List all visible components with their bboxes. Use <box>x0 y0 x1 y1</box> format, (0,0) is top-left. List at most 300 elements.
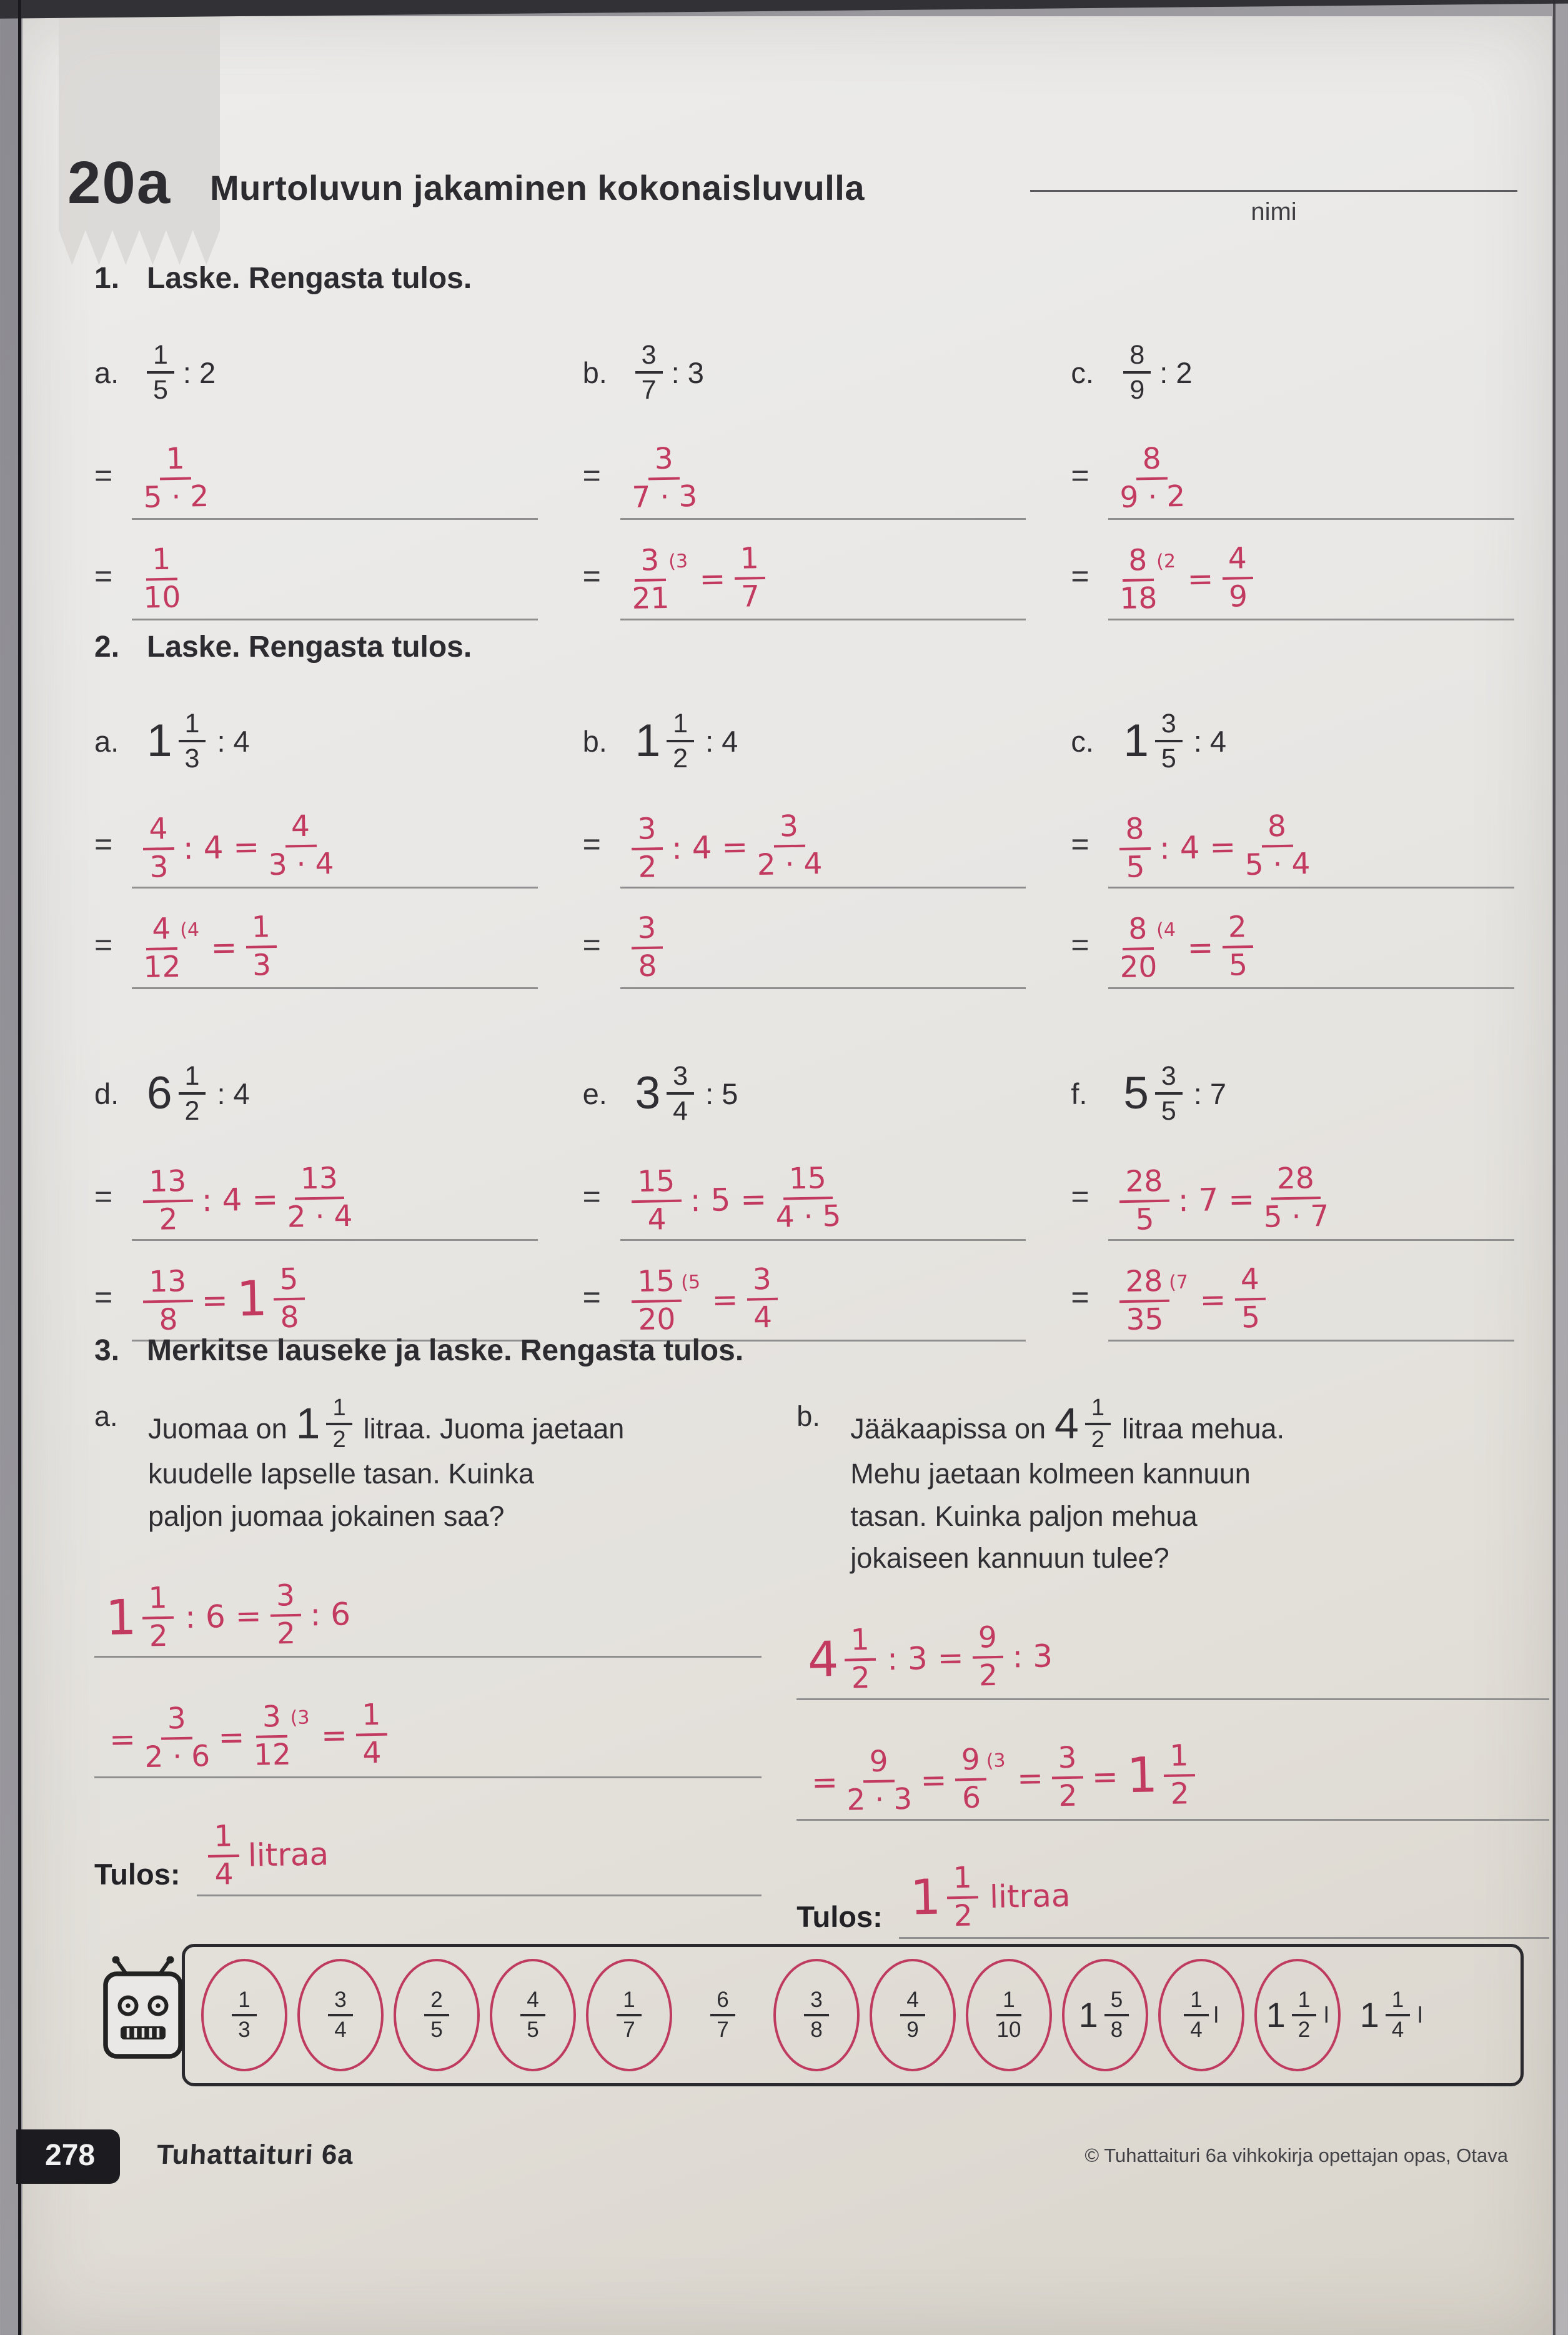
fraction <box>946 1862 979 1932</box>
fraction-numerator: 3 <box>1051 1743 1083 1780</box>
fraction <box>617 1988 641 2042</box>
fraction-numerator: 1 <box>1386 1988 1410 2016</box>
problem-statement <box>583 1047 1026 1140</box>
math-text: = <box>320 1716 348 1754</box>
fraction <box>667 1062 694 1126</box>
printed-math <box>708 1988 737 2042</box>
fraction <box>1119 1165 1170 1236</box>
fraction-denominator: 8 <box>810 2018 823 2042</box>
math-text: tasan. Kuinka paljon mehua <box>850 1500 1198 1532</box>
equals-sign: = <box>1071 559 1089 594</box>
fraction <box>267 810 334 881</box>
problem <box>94 1047 538 1342</box>
whole-number: 1 <box>236 1270 268 1328</box>
handwritten-math <box>140 1263 310 1338</box>
answer-option-circled <box>870 1959 956 2071</box>
fraction-denominator: 5 · 4 <box>1244 846 1311 882</box>
equals-sign: = <box>1071 1280 1089 1315</box>
fraction <box>142 1263 194 1337</box>
problem-label: c. <box>1071 356 1094 389</box>
work-row <box>1071 1159 1514 1241</box>
answer-line <box>1108 1159 1514 1241</box>
fraction <box>746 1263 778 1333</box>
fraction <box>733 542 766 612</box>
fraction <box>355 1699 388 1769</box>
fraction-numerator: 1 <box>326 1395 352 1425</box>
exercise-3 <box>94 1333 1514 1939</box>
work-row <box>1071 1260 1514 1342</box>
mixed-number <box>296 1395 355 1453</box>
fraction <box>328 1988 352 2042</box>
whole-number: 1 <box>909 1869 941 1926</box>
fraction-denominator: 5 <box>527 2018 539 2042</box>
math-text: Mehu jaetaan kolmeen kannuun <box>850 1458 1251 1490</box>
fraction-denominator: 7 <box>641 375 657 405</box>
whole-number: 1 <box>1126 1747 1159 1805</box>
problem-label: c. <box>1071 724 1094 758</box>
printed-math <box>1076 1988 1134 2042</box>
fraction <box>245 911 277 981</box>
mixed-number <box>1123 709 1184 774</box>
problem-statement <box>796 1395 1549 1580</box>
answer-line <box>1108 807 1514 889</box>
fraction-numerator: 3 <box>256 1701 287 1738</box>
fraction-denominator: 5 · 7 <box>1263 1198 1330 1235</box>
fraction-numerator: 9 <box>863 1746 895 1783</box>
work-row <box>1071 539 1514 620</box>
fraction-numerator: 4 <box>1222 542 1254 579</box>
printed-math <box>518 1988 547 2042</box>
whole-number: 1 <box>105 1589 137 1646</box>
fraction-denominator: 7 · 3 <box>631 479 698 515</box>
handwritten-math <box>628 912 666 984</box>
exercise-instruction: Laske. Rengasta tulos. <box>147 262 472 295</box>
fraction-numerator: 1 <box>667 709 694 742</box>
fraction <box>756 810 823 881</box>
fraction-denominator: 4 · 5 <box>775 1198 841 1235</box>
fraction <box>1234 1263 1267 1333</box>
problem-text <box>142 1395 630 1537</box>
printed-math <box>1357 1988 1426 2042</box>
fraction-denominator: 4 <box>673 1096 688 1126</box>
fraction-denominator: 8 <box>158 1302 178 1337</box>
simplify-mark: (7 <box>1169 1271 1189 1293</box>
answer-line <box>132 438 538 520</box>
answer-line <box>899 1846 1549 1939</box>
fraction-numerator: 1 <box>355 1699 387 1736</box>
simplify-mark: (3 <box>986 1750 1006 1773</box>
handwritten-math <box>1116 442 1188 515</box>
problem-statement <box>94 1395 762 1537</box>
handwritten-math <box>1116 1162 1332 1237</box>
answer-line <box>94 1679 762 1778</box>
problem-label: d. <box>94 1077 119 1110</box>
printed-math <box>633 1062 745 1126</box>
work-row <box>1071 438 1514 520</box>
fraction-denominator: 2 <box>673 744 688 774</box>
work-row <box>583 438 1026 520</box>
answer-option-circled <box>1254 1959 1341 2071</box>
math-text: : 4 = <box>182 828 260 866</box>
whole-number: 6 <box>147 1067 172 1118</box>
fraction-denominator: 7 <box>740 579 760 614</box>
printed-math <box>229 1988 259 2042</box>
result-label: Tulos: <box>796 1899 883 1933</box>
fraction <box>996 1988 1021 2042</box>
answer-line <box>620 539 1026 620</box>
fraction-numerator: 8 <box>1136 443 1168 480</box>
printed-math <box>844 1395 1291 1575</box>
fraction <box>1104 1988 1129 2042</box>
math-text: = <box>1199 1281 1227 1318</box>
answer-line <box>132 807 538 889</box>
printed-math <box>144 709 256 774</box>
fraction-numerator: 1 <box>1085 1395 1111 1425</box>
handwritten-math <box>628 1162 844 1237</box>
mixed-number <box>147 1062 208 1126</box>
fraction-numerator: 15 <box>782 1163 833 1200</box>
word-problem <box>796 1395 1549 1939</box>
copyright-text: © Tuhattaituri 6a vihkokirja opettajan opas, Otava <box>1084 2144 1508 2166</box>
mixed-number <box>105 1582 177 1653</box>
mixed-number <box>807 1622 879 1696</box>
whole-number: 4 <box>1054 1399 1079 1448</box>
work-row <box>94 1260 538 1342</box>
handwritten-math <box>1116 1263 1269 1337</box>
whole-number: 1 <box>1266 1995 1286 2035</box>
printed-math <box>1264 1988 1332 2042</box>
answer-option-circled <box>1062 1959 1148 2071</box>
answer-option-circled <box>297 1959 384 2071</box>
fraction-denominator: 5 <box>1126 849 1146 884</box>
fraction <box>635 341 663 405</box>
equals-sign: = <box>582 458 601 493</box>
fraction-numerator: 1 <box>207 1821 239 1858</box>
fraction-denominator: 3 <box>184 744 200 774</box>
fraction-denominator: 3 <box>149 849 169 884</box>
fraction <box>252 1701 291 1771</box>
math-text: : 4 = <box>671 828 748 866</box>
fraction-numerator: 3 <box>631 813 663 850</box>
equals-sign: = <box>582 1280 601 1315</box>
work-row <box>583 539 1026 620</box>
exercise-1-heading <box>94 261 1514 296</box>
handwritten-math <box>1116 911 1257 985</box>
fraction-numerator: 1 <box>996 1988 1021 2016</box>
problem-statement <box>1071 326 1514 419</box>
math-text: : 4 <box>217 1077 250 1110</box>
fraction-numerator: 3 <box>635 341 663 374</box>
answer-option-circled <box>490 1959 576 2071</box>
problem <box>583 1047 1026 1342</box>
math-text: jokaiseen kannuun tulee? <box>850 1542 1169 1575</box>
equals-sign: = <box>1071 458 1089 493</box>
printed-math <box>801 1988 831 2042</box>
fraction-denominator: 8 <box>637 948 657 983</box>
fraction-numerator: 1 <box>179 709 206 742</box>
fraction-numerator: 4 <box>1234 1263 1266 1300</box>
handwritten-math <box>907 1860 1078 1934</box>
fraction-denominator: 10 <box>996 2018 1021 2042</box>
fraction <box>286 1162 353 1233</box>
mixed-number <box>635 709 697 774</box>
answer-line <box>94 1558 762 1658</box>
exercise-3-heading <box>94 1333 1514 1368</box>
answer-line <box>197 1803 762 1896</box>
fraction-numerator: 2 <box>1222 911 1254 948</box>
fraction-denominator: 2 <box>184 1096 200 1126</box>
fraction-denominator: 7 <box>623 2018 635 2042</box>
fraction <box>1292 1988 1316 2042</box>
fraction <box>142 913 181 983</box>
math-text: = <box>1187 929 1214 966</box>
whole-number: 1 <box>147 715 172 766</box>
math-text: l <box>1417 2002 1423 2028</box>
fraction-numerator: 4 <box>520 1988 545 2016</box>
math-text: : 3 <box>671 356 704 389</box>
fraction-denominator: 2 <box>276 1616 296 1651</box>
math-text: Jääkaapissa on <box>850 1413 1046 1445</box>
fraction-numerator: 3 <box>804 1988 828 2016</box>
name-blank-line <box>1030 160 1517 192</box>
fraction <box>142 1582 174 1652</box>
fraction-denominator: 8 <box>280 1299 299 1335</box>
fraction-numerator: 1 <box>245 911 277 948</box>
mixed-number <box>1123 1062 1184 1126</box>
math-text: Juomaa on <box>148 1413 287 1445</box>
work-row <box>94 438 538 520</box>
lesson-code: 20a <box>67 149 172 216</box>
fraction-numerator: 15 <box>631 1165 682 1202</box>
whole-number: 1 <box>635 715 661 766</box>
handwritten-math <box>1116 542 1257 616</box>
math-text: = <box>1016 1760 1044 1797</box>
math-text: paljon juomaa jokainen saa? <box>148 1500 505 1532</box>
math-text: = <box>211 929 238 966</box>
fraction <box>1222 542 1254 612</box>
math-text: = <box>201 1282 229 1318</box>
math-text: : 7 = <box>1178 1180 1256 1218</box>
math-text: : 4 <box>217 724 250 758</box>
math-text: l <box>1324 2002 1329 2028</box>
fraction-denominator: 6 <box>961 1780 981 1816</box>
fraction-numerator: 13 <box>142 1266 193 1303</box>
page-title: Murtoluvun jakaminen kokonaisluvulla <box>210 168 865 207</box>
fraction <box>269 1580 302 1650</box>
handwritten-math <box>140 1162 355 1237</box>
fraction-numerator: 3 <box>746 1263 778 1300</box>
math-text: : 3 <box>1012 1638 1053 1675</box>
equals-sign: = <box>94 927 113 962</box>
fraction-denominator: 2 <box>1298 2018 1311 2042</box>
fraction-denominator: 20 <box>1119 949 1158 985</box>
math-text: : 7 <box>1193 1077 1227 1110</box>
fraction <box>804 1988 828 2042</box>
fraction <box>1123 341 1151 405</box>
fraction-denominator: 5 <box>1228 947 1248 982</box>
equals-sign: = <box>94 1179 113 1214</box>
math-text: : 4 <box>705 724 738 758</box>
fraction-denominator: 9 · 2 <box>1119 479 1186 515</box>
fraction <box>846 1746 913 1816</box>
fraction-numerator: 5 <box>273 1263 305 1300</box>
fraction-denominator: 2 <box>158 1202 178 1237</box>
fraction-denominator: 3 <box>238 2018 251 2042</box>
problem-label: f. <box>1071 1077 1088 1110</box>
problem-label: e. <box>582 1077 607 1110</box>
fraction-numerator: 3 <box>631 912 663 949</box>
fraction-denominator: 2 <box>851 1660 871 1696</box>
fraction <box>179 1062 206 1126</box>
fraction <box>1263 1162 1329 1233</box>
work-row <box>94 807 538 889</box>
math-text: kuudelle lapselle tasan. Kuinka <box>148 1458 534 1490</box>
fraction <box>1244 810 1311 881</box>
problem <box>1071 694 1514 989</box>
answer-line <box>620 438 1026 520</box>
handwritten-math <box>628 1263 782 1337</box>
equals-sign: = <box>582 927 601 962</box>
math-text: : 4 = <box>201 1180 279 1218</box>
answer-line <box>620 1260 1026 1342</box>
equals-sign: = <box>582 1179 601 1214</box>
fraction-numerator: 8 <box>1261 810 1293 847</box>
answer-line <box>1108 539 1514 620</box>
math-text: l <box>1213 2002 1219 2028</box>
equals-sign: = <box>94 458 113 493</box>
problem-label: b. <box>582 724 607 758</box>
fraction-numerator: 1 <box>946 1862 978 1899</box>
printed-math <box>633 341 710 405</box>
work-row <box>583 1159 1026 1241</box>
fraction-denominator: 5 <box>1135 1202 1155 1237</box>
fraction <box>232 1988 256 2042</box>
fraction <box>631 813 663 883</box>
handwritten-math <box>204 1819 335 1892</box>
problem-statement <box>583 694 1026 788</box>
problem <box>94 326 538 620</box>
exercise-2-problems <box>94 694 1514 1342</box>
math-text: : 5 = <box>689 1180 767 1218</box>
work-row <box>583 807 1026 889</box>
problem-label: a. <box>94 356 119 389</box>
fraction-denominator: 2 · 3 <box>846 1781 913 1818</box>
fraction-denominator: 5 <box>153 375 168 405</box>
answer-option-circled <box>394 1959 480 2071</box>
whole-number: 1 <box>1078 1995 1098 2035</box>
problem <box>94 694 538 989</box>
equals-sign: = <box>582 559 601 594</box>
whole-number: 4 <box>807 1631 840 1688</box>
fraction-denominator: 4 <box>334 2018 347 2042</box>
fraction-denominator: 9 <box>906 2018 919 2042</box>
math-text: litraa <box>989 1877 1071 1915</box>
fraction-numerator: 6 <box>710 1988 735 2016</box>
simplify-mark: (3 <box>290 1706 310 1729</box>
fraction <box>1119 813 1151 883</box>
fraction-numerator: 1 <box>232 1988 256 2016</box>
answer-option-circled <box>773 1959 860 2071</box>
printed-math <box>898 1988 927 2042</box>
equals-sign: = <box>94 559 113 594</box>
fraction-numerator: 3 <box>634 545 666 582</box>
fraction-denominator: 18 <box>1119 580 1158 616</box>
simplify-mark: (3 <box>668 550 688 573</box>
name-caption: nimi <box>1251 198 1297 226</box>
problem-label: a. <box>94 724 119 758</box>
exercise-number: 1. <box>94 262 120 295</box>
mixed-number <box>1360 1988 1413 2042</box>
math-text: = <box>920 1761 948 1799</box>
fraction <box>1051 1740 1084 1814</box>
simplify-mark: (4 <box>1156 919 1176 942</box>
equals-sign: = <box>1071 827 1089 862</box>
page-right-edge-line <box>1553 0 1556 2335</box>
fraction-numerator: 1 <box>179 1062 206 1095</box>
work-row <box>94 539 538 620</box>
fraction-numerator: 3 <box>328 1988 352 2016</box>
printed-math <box>144 341 222 405</box>
fraction-numerator: 28 <box>1119 1165 1169 1202</box>
problem-label: b. <box>796 1400 820 1432</box>
exercise-number: 3. <box>94 1334 120 1367</box>
math-text: = <box>109 1720 136 1758</box>
fraction-denominator: 35 <box>1126 1302 1164 1337</box>
math-text: : 2 <box>1159 356 1193 389</box>
fraction-denominator: 2 <box>978 1658 998 1693</box>
whole-number: 3 <box>635 1067 661 1118</box>
fraction <box>142 813 175 883</box>
math-text: : 4 = <box>1159 828 1237 866</box>
fraction-denominator: 4 <box>214 1856 234 1892</box>
math-text: litraa mehua. <box>1121 1413 1285 1445</box>
problem-label: a. <box>94 1400 118 1432</box>
equals-sign: = <box>1071 927 1089 962</box>
fraction-denominator: 5 <box>430 2018 443 2042</box>
name-field-block <box>1030 160 1517 226</box>
mixed-number <box>1079 1988 1132 2042</box>
answer-line <box>796 1601 1549 1700</box>
fraction-denominator: 4 <box>362 1735 382 1770</box>
page-footer <box>22 2129 1552 2204</box>
problem-statement <box>1071 694 1514 788</box>
fraction <box>1184 1988 1208 2042</box>
fraction <box>207 1818 239 1892</box>
fraction-denominator: 4 <box>1190 2018 1203 2042</box>
fraction-denominator: 2 <box>1091 1426 1104 1453</box>
fraction-numerator: 3 <box>773 810 805 847</box>
fraction <box>179 709 206 774</box>
mixed-number <box>910 1862 981 1933</box>
handwritten-math <box>140 442 212 515</box>
equals-sign: = <box>94 827 113 862</box>
printed-math <box>142 1395 630 1532</box>
answer-line <box>1108 907 1514 989</box>
math-text: litraa. Juoma jaetaan <box>363 1413 625 1445</box>
fraction <box>1222 911 1254 981</box>
answer-line <box>1108 438 1514 520</box>
answer-option-circled <box>201 1959 287 2071</box>
problem <box>1071 1047 1514 1342</box>
fraction-denominator: 12 <box>253 1736 292 1773</box>
problem-statement <box>583 326 1026 419</box>
handwritten-math <box>140 911 280 985</box>
problem-statement <box>94 1047 538 1140</box>
simplify-mark: (5 <box>680 1271 701 1293</box>
simplify-mark: (4 <box>179 919 200 942</box>
fraction <box>631 912 663 982</box>
problem-statement <box>1071 1047 1514 1140</box>
